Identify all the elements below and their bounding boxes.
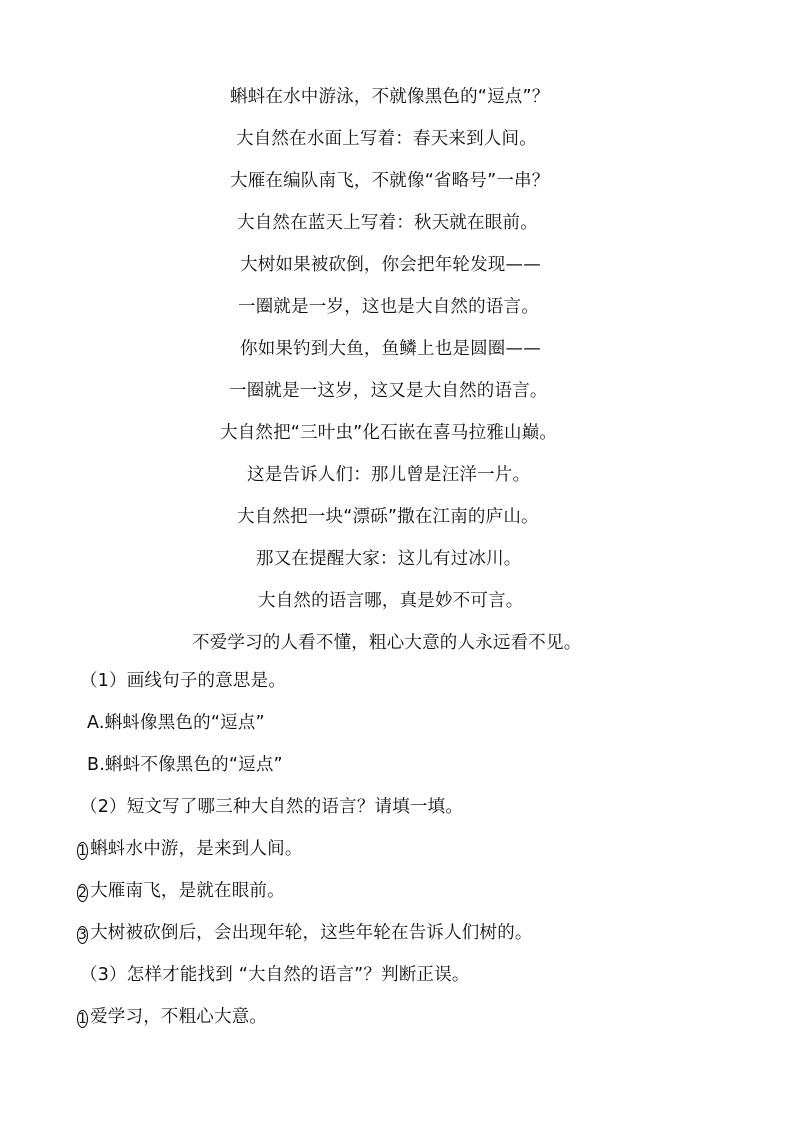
poem-line-7: 你如果钓到大鱼，鱼鳞上也是圆圈—— [240, 339, 541, 359]
poem [0, 84, 794, 672]
poem-line-8: 一圈就是一这岁，这又是大自然的语言。 [229, 381, 548, 401]
circled-number-1-icon: 1 [78, 843, 88, 859]
question-2-item-1 [77, 836, 720, 878]
question-2-item-2 [77, 878, 720, 920]
question-2-item-1-suffix: 来到人间。 [214, 839, 303, 859]
poem-line-11: 大自然把一块“漂砾”撒在江南的庐山。 [237, 507, 539, 527]
question-1 [80, 668, 720, 710]
question-1-suffix: 。 [268, 671, 287, 691]
question-2-item-3-text: 大树被砍倒后，会出现年轮，这些年轮在告诉人们树的 [90, 923, 515, 943]
poem-line-2: 大自然在水面上写着：春天来到人间。 [236, 129, 537, 149]
poem-line-13: 大自然的语言哪，真是妙不可言。 [258, 591, 524, 611]
poem-line-10: 这是告诉人们：那儿曾是汪洋一片。 [247, 465, 531, 485]
question-1-option-b[interactable]: B.蝌蚪不像黑色的“逗点” [87, 755, 283, 775]
question-2-item-2-suffix: 就在眼前。 [196, 881, 285, 901]
question-3-item-1 [77, 1004, 720, 1046]
poem-line-1: 蝌蚪在水中游泳，不就像黑色的“逗点”？ [230, 87, 550, 107]
question-1-text: （1）画线句子的意思是 [80, 671, 269, 691]
poem-line-6: 一圈就是一岁，这也是大自然的语言。 [238, 297, 539, 317]
question-1-option-a[interactable]: A.蝌蚪像黑色的“逗点” [87, 713, 265, 733]
question-3: （3）怎样才能找到 “大自然的语言”？判断正误。 [80, 965, 470, 985]
poem-line-3: 大雁在编队南飞，不就像“省略号”一串？ [230, 171, 550, 191]
question-2-item-3 [77, 920, 720, 962]
question-2-item-3-suffix: 。 [514, 923, 533, 943]
circled-number-3-icon: 3 [78, 927, 88, 943]
questions [80, 668, 720, 1046]
poem-line-4: 大自然在蓝天上写着：秋天就在眼前。 [237, 213, 538, 233]
question-3-item-1-text: 爱学习，不粗心大意。 [90, 1007, 268, 1027]
question-2-item-1-text: 蝌蚪水中游，是 [90, 839, 215, 859]
poem-line-5: 大树如果被砍倒，你会把年轮发现—— [240, 255, 541, 275]
circled-number-2-icon: 2 [78, 885, 88, 901]
poem-line-12: 那又在提醒大家：这儿有过冰川。 [256, 549, 522, 569]
question-2-item-2-text: 大雁南飞，是 [90, 881, 197, 901]
question-2: （2）短文写了哪三种大自然的语言？请填一填。 [80, 797, 464, 817]
poem-line-14: 不爱学习的人看不懂，粗心大意的人永远看不见。 [192, 633, 582, 653]
circled-number-1-icon: 1 [78, 1011, 88, 1027]
poem-line-9: 大自然把“三叶虫”化石嵌在喜马拉雅山巅。 [220, 423, 558, 443]
